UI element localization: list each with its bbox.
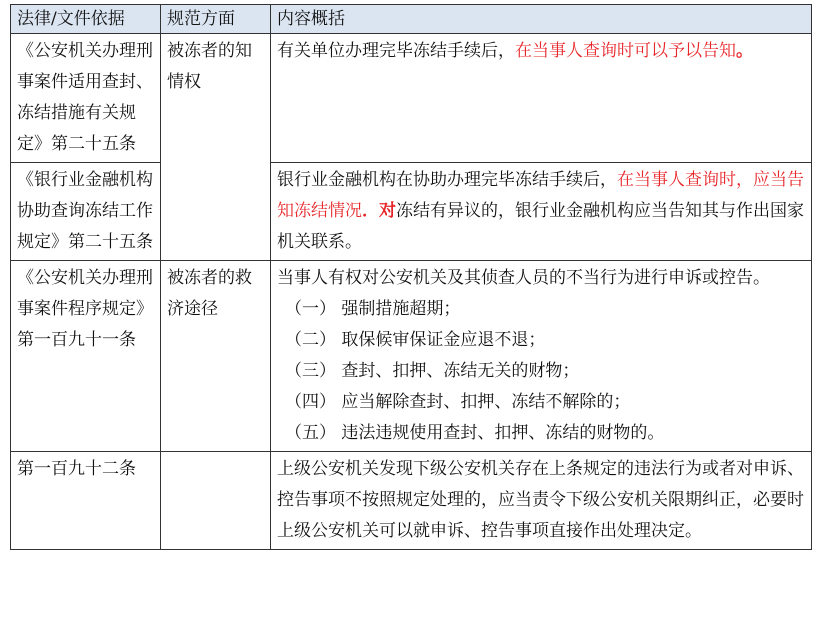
table-row [11,452,812,550]
list-item: （四） 应当解除查封、扣押、冻结不解除的； [285,392,631,412]
content-text: 银行业金融机构在协助办理完毕冻结手续后， [277,170,617,190]
list-item: （二） 取保候审保证金应退不退； [285,330,546,350]
table-row [11,34,812,163]
aspect-cell [161,452,271,550]
content-text: 有关单位办理完毕冻结手续后， [277,41,515,61]
content-punct: 。 [736,41,753,61]
header-law: 法律/文件依据 [11,5,161,34]
law-cell: 《公安机关办理刑事案件程序规定》第一百九十一条 [11,261,161,452]
law-cell: 《公安机关办理刑事案件适用查封、冻结措施有关规定》第二十五条 [11,34,161,163]
table-row [11,261,812,452]
table-header-row [11,5,812,34]
aspect-cell: 被冻者的知情权 [161,34,271,261]
content-highlight: 在当事人查询时可以予以告知 [515,41,736,61]
content-punct: ．对 [362,201,396,221]
content-text-tail: 冻结有异议的，银行业金融机构应当告知其与作出国家机关联系。 [277,201,804,252]
table-row [11,163,812,261]
list-item: （三） 查封、扣押、冻结无关的财物； [285,361,580,381]
header-content: 内容概括 [271,5,812,34]
content-highlight: 在当事人查询时，应当告知冻结情况 [277,170,804,221]
list-item: （一） 强制措施超期； [285,299,461,319]
content-cell: 上级公安机关发现下级公安机关存在上条规定的违法行为或者对申诉、控告事项不按照规定处理的，应当责令下级公安机关限期纠正，必要时上级公安机关可以就申诉、控告事项直接作出处理决定。 [271,452,812,550]
content-cell [271,34,812,163]
law-cell: 《银行业金融机构协助查询冻结工作规定》第二十五条 [11,163,161,261]
content-cell [271,261,812,452]
header-aspect: 规范方面 [161,5,271,34]
list-item: （五） 违法违规使用查封、扣押、冻结的财物的。 [285,423,665,443]
law-cell: 第一百九十二条 [11,452,161,550]
aspect-cell: 被冻者的救济途径 [161,261,271,452]
content-cell [271,163,812,261]
content-intro: 当事人有权对公安机关及其侦查人员的不当行为进行申诉或控告。 [277,268,770,288]
law-table [10,4,812,550]
